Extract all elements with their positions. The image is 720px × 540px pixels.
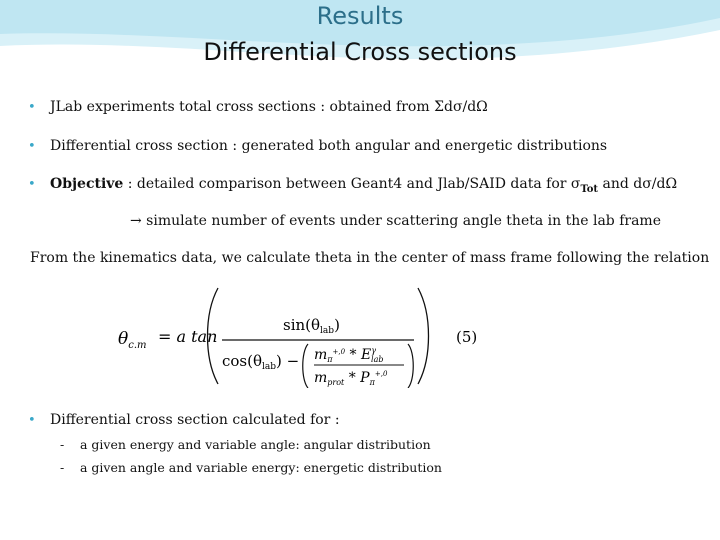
bullet-differential: • Differential cross section : generated both angular and energetic distributions (28, 138, 608, 154)
bullet-icon: • (28, 139, 36, 154)
svg-text:mprot * Pπ+,0: $m_{prot} * P_\pi^{+,0}$ (314, 370, 388, 387)
formula-equation (118, 284, 498, 388)
svg-text:mπ+,0 * Eγlab: $m_\pi^{+,0} * E^\gamma$ lab (314, 346, 384, 364)
objective-label: Objective (50, 176, 124, 192)
arrow-line: → simulate number of events under scattering angle theta in the lab frame (130, 213, 661, 229)
kinematics-line: From the kinematics data, we calculate theta in the center of mass frame following the relation (30, 250, 710, 266)
svg-text:(5): (5) (456, 328, 478, 346)
slide-title: Results (316, 2, 404, 30)
sub-item-energetic: - a given angle and variable energy: energetic distribution (60, 460, 442, 475)
svg-text:θc.m: $\theta_{c.m}$ (118, 329, 147, 351)
bullet-jlab: • JLab experiments total cross sections : obtained from Σdσ/dΩ (28, 99, 488, 115)
svg-text:= a tan: = a tan (158, 327, 218, 346)
bullet-calculated-for: • Differential cross section calculated for : (28, 412, 340, 428)
bullet-icon: • (28, 413, 36, 428)
svg-text:sin(θlab): $\sin(\theta_{lab})$ (283, 316, 340, 336)
slide-subtitle: Differential Cross sections (203, 38, 517, 66)
bullet-icon: • (28, 100, 36, 115)
sub-item-angular: - a given energy and variable angle: angular distribution (60, 437, 431, 452)
svg-text:cos(θlab) −: $\cos(\theta_{lab})$ − (222, 352, 300, 372)
bullet-objective: • Objective : detailed comparison between Geant4 and Jlab/SAID data for $\sigma_{Tot}$ and dσ/dΩ (28, 176, 678, 195)
bullet-icon: • (28, 177, 36, 192)
